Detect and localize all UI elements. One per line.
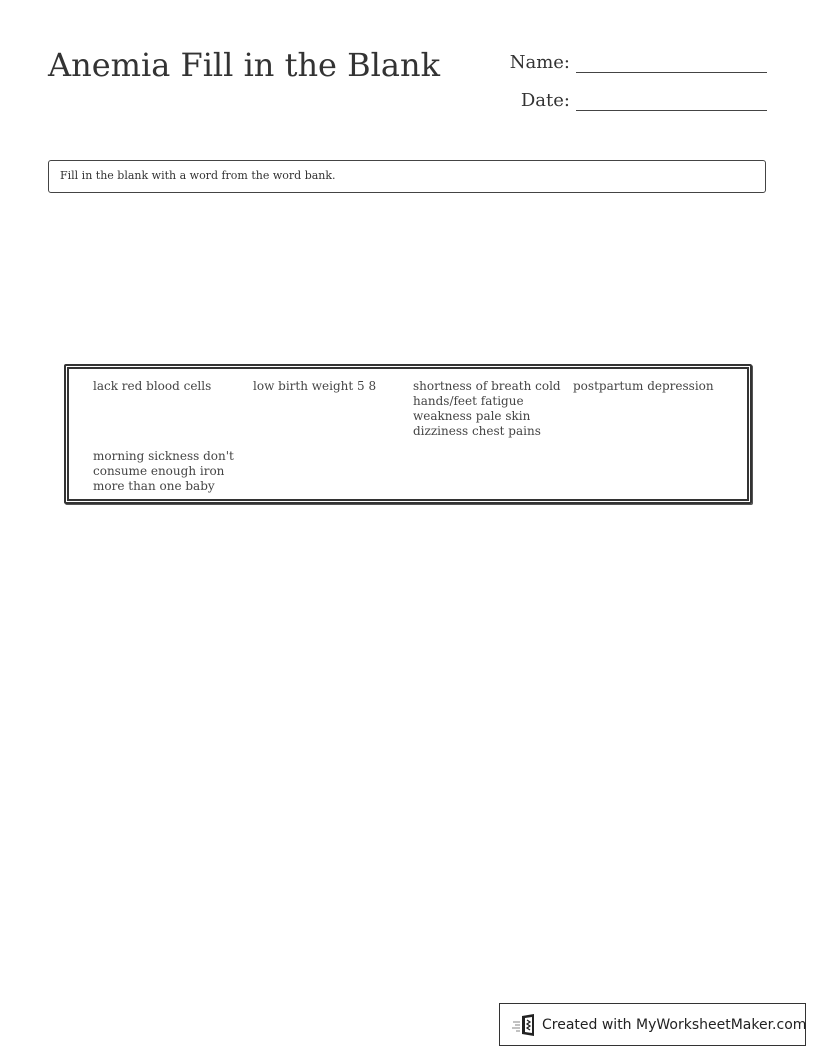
instructions-text: Fill in the blank with a word from the word bank. [60, 169, 336, 182]
date-field [500, 88, 767, 111]
worksheet-logo-icon [512, 1013, 538, 1037]
word-bank [64, 364, 752, 504]
word-bank-item: postpartum depression [573, 379, 714, 393]
name-field [500, 50, 767, 73]
word-bank-item: shortness of breath cold hands/feet fatigue weakness pale skin dizziness chest pains [413, 379, 561, 438]
worksheet-title: Anemia Fill in the Blank [48, 46, 440, 84]
word-bank-item: morning sickness don't consume enough iron more than one baby [93, 449, 234, 493]
date-blank-line[interactable] [576, 88, 767, 111]
word-bank-item: low birth weight 5 8 [253, 379, 377, 393]
word-bank-item: lack red blood cells [93, 379, 212, 393]
date-label: Date: [520, 90, 570, 111]
name-label: Name: [509, 52, 570, 73]
name-blank-line[interactable] [576, 50, 767, 73]
created-with-badge[interactable] [499, 1003, 806, 1046]
created-with-text: Created with MyWorksheetMaker.com [542, 1016, 807, 1033]
instructions-box [48, 160, 766, 193]
